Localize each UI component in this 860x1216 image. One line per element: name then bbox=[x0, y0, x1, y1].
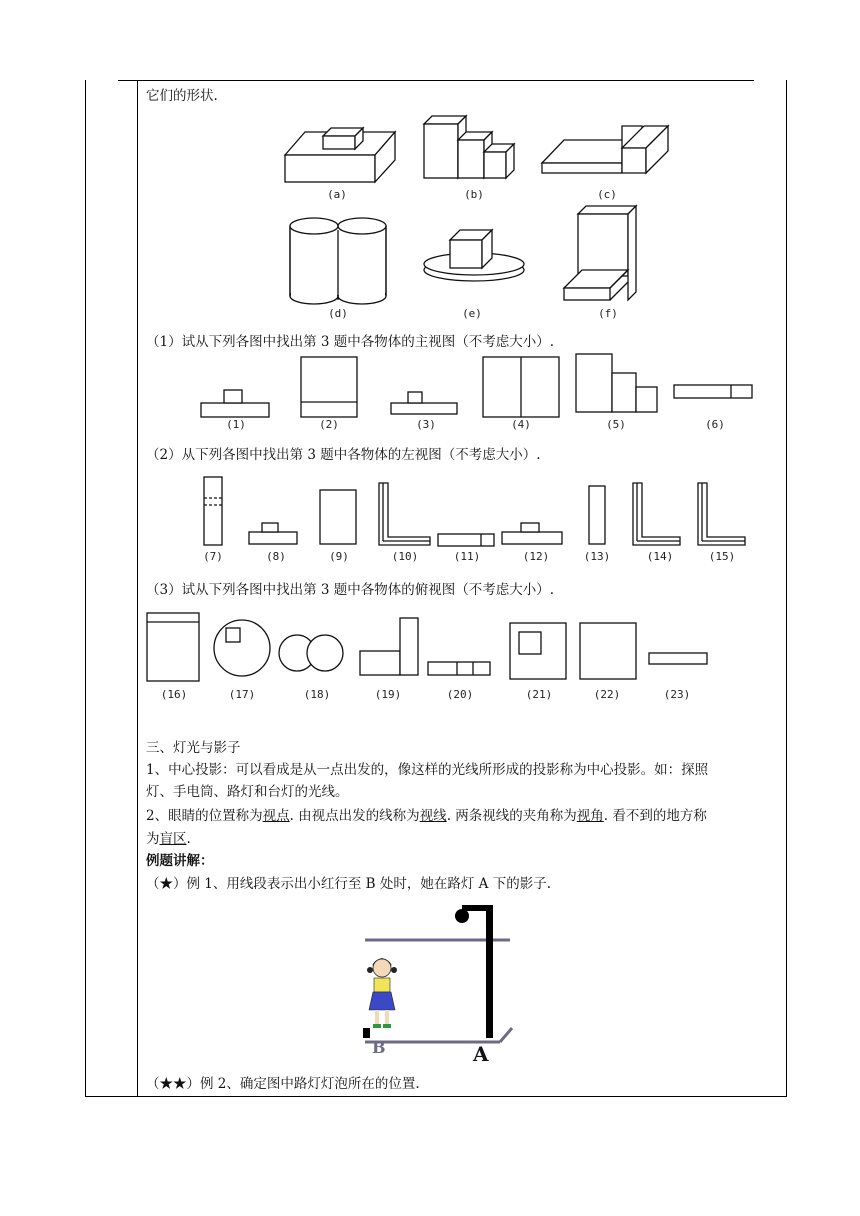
left-view-13-caption: (13) bbox=[583, 550, 611, 563]
term-blind-area: 盲区 bbox=[159, 831, 187, 847]
term-viewpoint: 视点 bbox=[262, 808, 290, 824]
solid-b-figure bbox=[424, 116, 524, 186]
question-3: （3）试从下列各图中找出第 3 题中各物体的俯视图（不考虑大小）. bbox=[146, 582, 555, 598]
top-view-21 bbox=[509, 622, 571, 684]
solid-c-caption: (c) bbox=[597, 188, 617, 201]
label-a: A bbox=[473, 1042, 489, 1066]
left-view-9-caption: (9) bbox=[329, 550, 349, 563]
front-view-2-caption: (2) bbox=[319, 418, 339, 431]
section-heading: 三、灯光与影子 bbox=[146, 740, 241, 756]
top-view-17 bbox=[213, 619, 275, 681]
front-view-3-caption: (3) bbox=[416, 418, 436, 431]
top-view-18-caption: (18) bbox=[303, 688, 331, 701]
solid-f-caption: (f) bbox=[598, 307, 618, 320]
p2-text: 为 bbox=[146, 831, 160, 847]
table-right-border bbox=[786, 80, 787, 1097]
girl-icon bbox=[367, 958, 397, 1028]
top-view-16 bbox=[146, 612, 206, 692]
top-view-16-caption: (16) bbox=[160, 688, 188, 701]
left-view-8-caption: (8) bbox=[266, 550, 286, 563]
left-view-11-caption: (11) bbox=[453, 550, 481, 563]
solid-b-caption: (b) bbox=[464, 188, 484, 201]
solid-e-figure bbox=[422, 226, 532, 286]
top-view-18 bbox=[278, 634, 348, 676]
left-view-12-caption: (12) bbox=[522, 550, 550, 563]
p2-text: . 看不到的地方称 bbox=[603, 808, 707, 824]
solid-c-figure bbox=[542, 118, 672, 188]
left-view-7 bbox=[203, 476, 233, 551]
table-left-border bbox=[85, 80, 86, 1097]
left-view-14-caption: (14) bbox=[646, 550, 674, 563]
left-view-10 bbox=[378, 482, 438, 552]
table-top-border bbox=[118, 80, 754, 81]
solid-d-figure bbox=[287, 218, 397, 308]
top-view-20-caption: (20) bbox=[446, 688, 474, 701]
front-view-6 bbox=[673, 382, 763, 412]
solid-d-caption: (d) bbox=[328, 307, 348, 320]
left-view-11 bbox=[437, 531, 497, 551]
street-lamp-figure bbox=[360, 900, 520, 1060]
left-view-13 bbox=[588, 485, 613, 550]
p2-text: . bbox=[186, 831, 191, 847]
p2-text: . 两条视线的夹角称为 bbox=[446, 808, 577, 824]
examples-heading: 例题讲解： bbox=[146, 853, 214, 869]
top-view-23-caption: (23) bbox=[663, 688, 691, 701]
example-2: （★★）例 2、确定图中路灯灯泡所在的位置. bbox=[146, 1076, 420, 1092]
table-bottom-border bbox=[85, 1096, 787, 1097]
top-view-21-caption: (21) bbox=[525, 688, 553, 701]
left-view-8 bbox=[248, 521, 308, 551]
top-view-22-caption: (22) bbox=[593, 688, 621, 701]
left-view-10-caption: (10) bbox=[391, 550, 419, 563]
paragraph-1-line-1: 1、中心投影：可以看成是从一点出发的，像这样的光线所形成的投影称为中心投影。如：探照 bbox=[146, 762, 709, 778]
paragraph-2-line-2 bbox=[146, 829, 191, 849]
table-column-divider bbox=[137, 80, 138, 1097]
front-view-5 bbox=[575, 353, 665, 423]
question-2: （2）从下列各图中找出第 3 题中各物体的左视图（不考虑大小）. bbox=[146, 447, 541, 463]
front-view-6-caption: (6) bbox=[705, 418, 725, 431]
question-1: （1）试从下列各图中找出第 3 题中各物体的主视图（不考虑大小）. bbox=[146, 334, 555, 350]
left-view-15-caption: (15) bbox=[708, 550, 736, 563]
top-view-23 bbox=[648, 651, 713, 671]
p2-text: . 由视点出发的线称为 bbox=[289, 808, 420, 824]
left-view-15 bbox=[697, 482, 752, 552]
left-view-7-caption: (7) bbox=[203, 550, 223, 563]
top-view-17-caption: (17) bbox=[228, 688, 256, 701]
solid-e-caption: (e) bbox=[462, 307, 482, 320]
solid-a-caption: (a) bbox=[327, 188, 347, 201]
front-view-4-caption: (4) bbox=[511, 418, 531, 431]
top-view-20 bbox=[427, 660, 497, 680]
front-view-1-caption: (1) bbox=[226, 418, 246, 431]
left-view-12 bbox=[501, 521, 571, 551]
left-view-14 bbox=[632, 482, 687, 552]
left-view-9 bbox=[319, 489, 364, 549]
term-line-of-sight: 视线 bbox=[419, 808, 447, 824]
label-b: B bbox=[372, 1038, 386, 1057]
top-view-19-caption: (19) bbox=[374, 688, 402, 701]
solid-a-figure bbox=[285, 120, 415, 190]
front-view-2 bbox=[300, 356, 370, 426]
intro-text: 它们的形状. bbox=[146, 88, 218, 104]
front-view-5-caption: (5) bbox=[606, 418, 626, 431]
p2-text: 2、眼睛的位置称为 bbox=[146, 808, 263, 824]
solid-f-figure bbox=[560, 204, 650, 304]
top-view-19 bbox=[359, 617, 424, 682]
paragraph-2-line-1 bbox=[146, 806, 707, 826]
top-view-22 bbox=[579, 622, 641, 684]
paragraph-1-line-2: 灯、手电筒、路灯和台灯的光线。 bbox=[146, 784, 349, 800]
term-view-angle: 视角 bbox=[576, 808, 604, 824]
example-1: （★）例 1、用线段表示出小红行至 B 处时，她在路灯 A 下的影子. bbox=[146, 876, 552, 892]
front-view-4 bbox=[482, 356, 572, 426]
